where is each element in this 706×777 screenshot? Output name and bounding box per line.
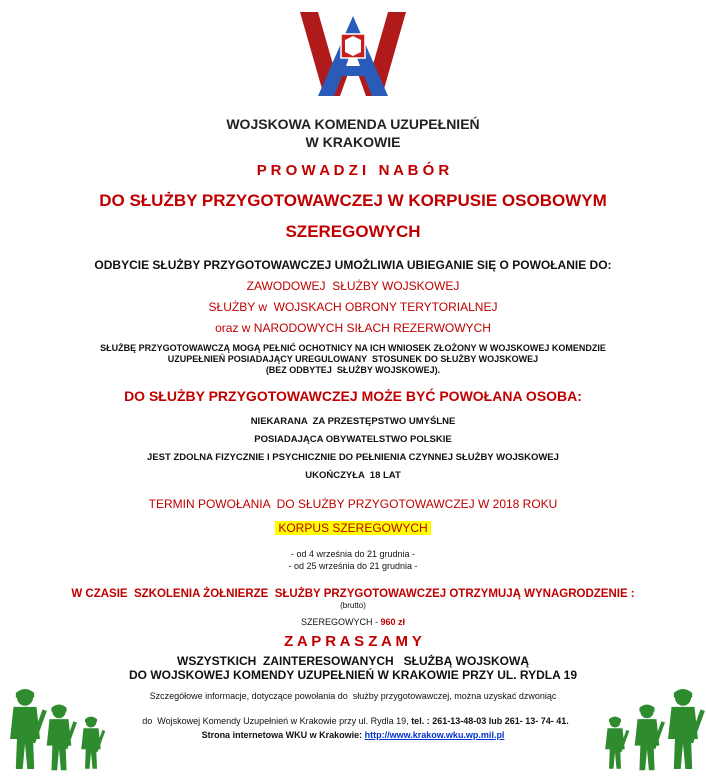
service-title: DO SŁUŻBY PRZYGOTOWAWCZEJ W KORPUSIE OSOBOWYM: [99, 191, 607, 210]
recruiting-heading: P R O W A D Z I N A B Ó R: [256, 162, 450, 179]
website-label: Strona internetowa WKU w Krakowie:: [201, 730, 365, 740]
pay-rank: SZEREGOWYCH -: [300, 617, 381, 627]
invite-line: WSZYSTKICH ZAINTERESOWANYCH SŁUŻBĄ WOJSKOWĄ: [177, 654, 529, 668]
soldier-silhouette-icon: [76, 716, 106, 772]
possibility-item: ZAWODOWEJ SŁUŻBY WOJSKOWEJ: [246, 279, 460, 293]
corps-highlight: KORPUS SZEREGOWYCH: [275, 521, 430, 535]
corps-title: SZEREGOWYCH: [285, 222, 421, 241]
svg-text:WKU: WKU: [347, 90, 359, 96]
invite-heading: Z A P R A S Z A M Y: [284, 633, 422, 650]
term-date: - od 25 września do 21 grudnia -: [288, 561, 418, 571]
info-line: do Wojskowej Komendy Uzupełnień w Krakowie przy ul. Rydla 19,: [142, 716, 412, 726]
possibility-item: SŁUŻBY w WOJSKACH OBRONY TERYTORIALNEJ: [208, 300, 498, 314]
volunteer-note-line: (BEZ ODBYTEJ SŁUŻBY WOJSKOWEJ).: [265, 365, 441, 375]
org-name-line1: WOJSKOWA KOMENDA UZUPEŁNIEŃ: [226, 116, 480, 132]
phone-numbers: tel. : 261-13-48-03 lub 261- 13- 74- 41.: [411, 716, 569, 726]
org-name-line2: W KRAKOWIE: [305, 134, 401, 150]
pay-heading: W CZASIE SZKOLENIA ŻOŁNIERZE SŁUŻBY PRZYGOTOWAWCZEJ OTRZYMUJĄ WYNAGRODZENIE :: [71, 588, 635, 600]
website-link[interactable]: http://www.krakow.wku.wp.mil.pl: [364, 730, 505, 740]
term-heading: TERMIN POWOŁANIA DO SŁUŻBY PRZYGOTOWAWCZEJ W 2018 ROKU: [148, 497, 558, 511]
term-date: - od 4 września do 21 grudnia -: [290, 549, 416, 559]
possibility-intro: ODBYCIE SŁUŻBY PRZYGOTOWAWCZEJ UMOŻLIWIA UBIEGANIE SIĘ O POWOŁANIE DO:: [94, 258, 612, 272]
eligibility-heading: DO SŁUŻBY PRZYGOTOWAWCZEJ MOŻE BYĆ POWOŁANA OSOBA:: [124, 388, 582, 404]
pay-amount: 960 zł: [380, 617, 406, 627]
possibility-item: oraz w NARODOWYCH SIŁACH REZERWOWYCH: [215, 321, 491, 335]
eligibility-item: JEST ZDOLNA FIZYCZNIE I PSYCHICZNIE DO PEŁNIENIA CZYNNEJ SŁUŻBY WOJSKOWEJ: [147, 452, 559, 463]
soldier-silhouette-icon: [40, 704, 78, 774]
eligibility-item: POSIADAJĄCA OBYWATELSTWO POLSKIE: [254, 434, 452, 445]
pay-brutto-label: (brutto): [340, 601, 366, 610]
invite-line: DO WOJSKOWEJ KOMENDY UZUPEŁNIEŃ W KRAKOWIE PRZY UL. RYDLA 19: [128, 668, 578, 682]
soldier-silhouette-icon: [600, 716, 630, 772]
info-line: Szczegółowe informacje, dotyczące powołania do służby przygotowawczej, można uzyskać dzwoniąc: [149, 691, 557, 701]
wku-logo: [296, 8, 410, 100]
eligibility-item: UKOŃCZYŁA 18 LAT: [305, 470, 401, 481]
soldier-silhouette-icon: [660, 688, 706, 774]
volunteer-note-line: UZUPEŁNIEŃ POSIADAJĄCY UREGULOWANY STOSUNEK DO SŁUŻBY WOJSKOWEJ: [167, 354, 539, 364]
eligibility-item: NIEKARANA ZA PRZESTĘPSTWO UMYŚLNE: [250, 416, 456, 427]
volunteer-note-line: SŁUŻBĘ PRZYGOTOWAWCZĄ MOGĄ PEŁNIĆ OCHOTNICY NA ICH WNIOSEK ZŁOŻONY W WOJSKOWEJ KOMENDZIE: [100, 343, 606, 353]
